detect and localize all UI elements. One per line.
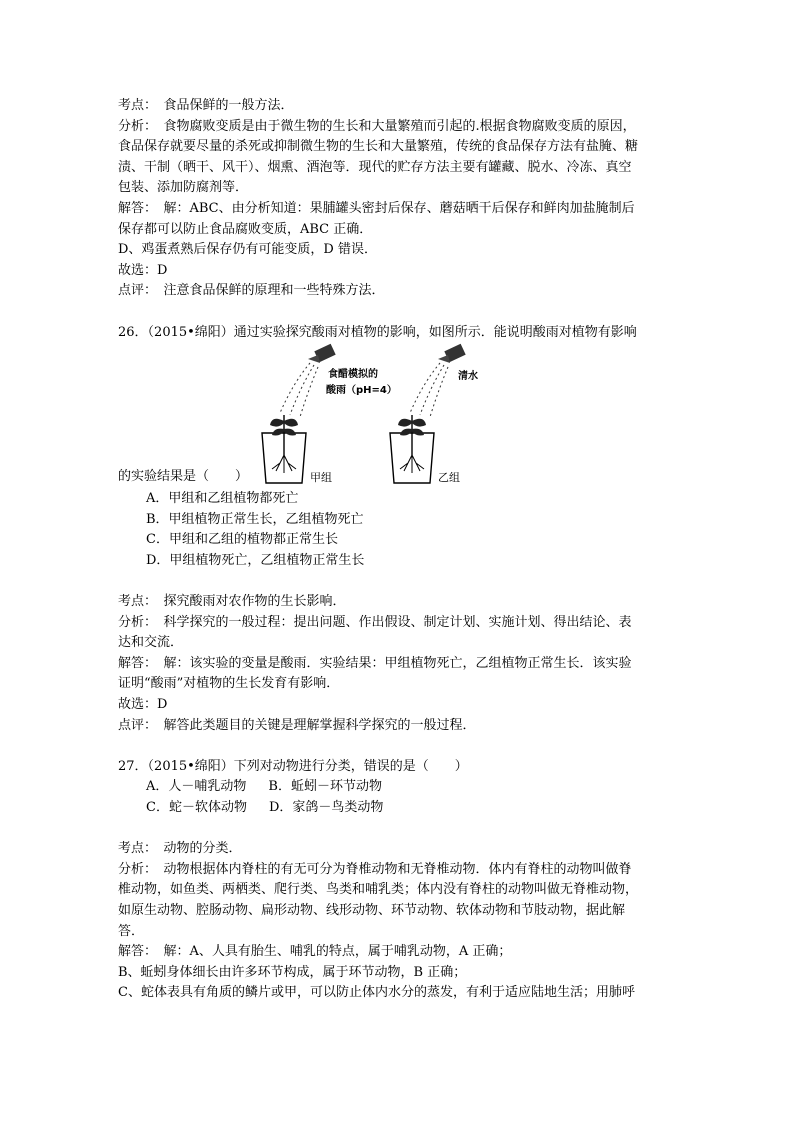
q25-analysis-line: 分析： 食物腐败变质是由于微生物的生长和大量繁殖而引起的.根据食物腐败变质的原因， (118, 118, 636, 134)
watering-can-icon (438, 344, 466, 363)
q27-analysis-line: 分析： 动物根据体内脊柱的有无可分为脊椎动物和无脊椎动物．体内有脊柱的动物叫做脊 (118, 861, 632, 877)
q27-option-d: D．家鸽－鸟类动物 (268, 800, 384, 816)
q25-comment: 点评： 注意食品保鲜的原理和一些特殊方法． (118, 283, 385, 299)
q25-answer-line: D、鸡蛋煮熟后保存仍有可能变质，D 错误． (118, 242, 377, 258)
q25-choice: 故选：D (118, 262, 168, 278)
q26-topic: 考点： 探究酸雨对农作物的生长影响． (118, 594, 346, 610)
q27-option-c: C．蛇－软体动物 (146, 800, 247, 816)
q27-option-a: A．人－哺乳动物 (146, 779, 247, 795)
q26-option-b: B．甲组植物正常生长，乙组植物死亡 (146, 511, 364, 527)
q26-stem: 26．（2015•绵阳）通过实验探究酸雨对植物的影响，如图所示．能说明酸雨对植物有影响 (118, 324, 637, 340)
spray-drops (410, 363, 448, 417)
q26-option-a: A．甲组和乙组植物都死亡 (146, 491, 299, 507)
acid-rain-experiment-figure (258, 343, 488, 489)
pot-group-a (262, 415, 306, 483)
q26-analysis (118, 592, 682, 736)
watering-can-icon (308, 344, 336, 363)
q25-answer-line: 保存都可以防止食品腐败变质，ABC 正确． (118, 221, 373, 237)
label-acid-rain-2: 酸雨（pH=4） (326, 385, 397, 397)
label-acid-rain-1: 食醋模拟的 (328, 369, 378, 381)
question-27 (118, 757, 682, 819)
q27-answer-line: B、蚯蚓身体细长由许多环节构成，属于环节动物，B 正确； (118, 964, 467, 980)
q27-options-row-2 (118, 798, 682, 819)
document-page (118, 96, 682, 1004)
q27-answer-line: 解答： 解：A、人具有胎生、哺乳的特点，属于哺乳动物，A 正确； (118, 944, 512, 960)
q26-answer-line: 解答： 解：该实验的变量是酸雨．实验结果：甲组植物死亡，乙组植物正常生长．该实验 (118, 655, 632, 671)
q26-stem-tail: 的实验结果是（ ） (118, 469, 249, 485)
q26-option-c: C．甲组和乙组的植物都正常生长 (146, 532, 338, 548)
q27-option-b: B．蚯蚓－环节动物 (268, 779, 382, 795)
q26-analysis-line: 达和交流． (118, 635, 184, 651)
label-group-a: 甲组 (310, 471, 332, 485)
q27-answer-line: C、蛇体表具有角质的鳞片或甲，可以防止体内水分的蒸发，有利于适应陆地生活；用肺呼 (118, 985, 635, 1001)
q27-analysis-line: 椎动物，如鱼类、两栖类、爬行类、鸟类和哺乳类；体内没有脊柱的动物叫做无脊椎动物， (118, 882, 639, 898)
q27-analysis-line: 答． (118, 923, 145, 939)
q27-topic: 考点： 动物的分类． (118, 841, 242, 857)
q26-figure-row (118, 343, 682, 489)
q26-option-d: D．甲组植物死亡，乙组植物正常生长 (146, 552, 365, 568)
q27-stem: 27．（2015•绵阳）下列对动物进行分类，错误的是（ ） (118, 758, 468, 774)
question-26 (118, 323, 682, 572)
q26-answer-line: 证明“酸雨”对植物的生长发育有影响． (118, 676, 340, 692)
q26-analysis-line: 分析： 科学探究的一般过程：提出问题、作出假设、制定计划、实施计划、得出结论、表 (118, 614, 632, 630)
q27-analysis-line: 如原生动物、腔肠动物、扁形动物、线形动物、环节动物、软体动物和节肢动物，据此解 (118, 903, 626, 918)
q27-options-row-1 (118, 777, 682, 798)
q26-choice: 故选：D (118, 697, 168, 713)
pot-group-b (390, 415, 434, 483)
q25-analysis (118, 96, 682, 302)
q25-analysis-line: 包装、添加防腐剂等． (118, 180, 249, 196)
q26-comment: 点评： 解答此类题目的关键是理解掌握科学探究的一般过程． (118, 717, 476, 733)
q25-answer-line: 解答： 解：ABC、由分析知道：果脯罐头密封后保存、蘑菇晒干后保存和鲜肉加盐腌制后 (118, 200, 635, 216)
q25-analysis-line: 食品保存就要尽量的杀死或抑制微生物的生长和大量繁殖，传统的食品保存方法有盐腌、糖 (118, 139, 639, 155)
label-group-b: 乙组 (438, 471, 460, 485)
spray-drops (280, 363, 318, 417)
label-water: 清水 (458, 371, 478, 383)
q25-analysis-line: 渍、干制（晒干、风干）、烟熏、酒泡等．现代的贮存方法主要有罐藏、脱水、冷冻、真空 (118, 159, 632, 175)
q25-topic: 考点： 食品保鲜的一般方法． (118, 98, 294, 113)
q27-analysis (118, 839, 682, 1004)
